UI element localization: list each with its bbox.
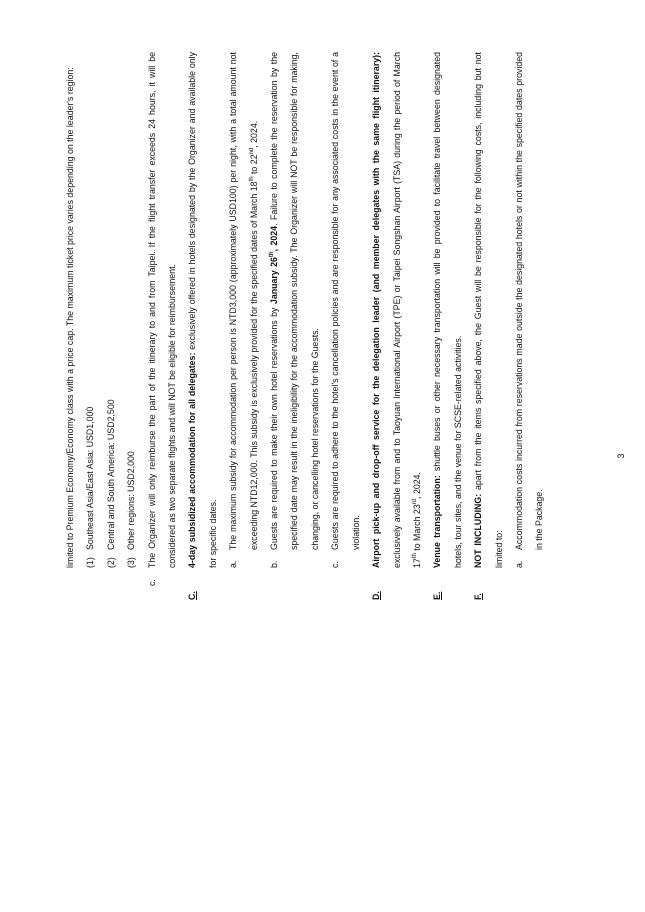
section-text-end: , 2024. [411,472,422,499]
deadline-year: , 2024 [269,225,280,252]
list-marker: (2) [105,557,116,568]
list-text-end: , 2024. [248,120,259,148]
superscript: rd [411,498,418,505]
section-title: 4-day subsidized accommodation for all delegates: [187,352,198,568]
list-text: Accommodation costs incurred from reservations made outside the designated hotels or not within the specified dates provided in the Package. [513,52,545,550]
list-item [325,52,366,568]
superscript: th [269,251,276,258]
list-item [509,52,550,568]
list-item [101,52,121,568]
list-marker: a. [228,560,239,568]
item-c-reimbursement [142,52,183,586]
list-marker: c. [146,579,157,586]
list-text: The maximum subsidy for accommodation per person is NTD3,000 (approximately USD100) per night, with a total amount not exceeding NTD12,000. This subsidy is exclusively provided for the specified dates of March 18 [228,52,259,550]
list-marker: (3) [126,557,137,568]
section-text: shuttle buses or other necessary transportation will be provided to facilitate travel between designated hotels, tour sites, and the venue for SCSE-related activities. [432,52,463,568]
list-item [264,52,325,568]
section-text-mid: to March 23 [411,504,422,554]
intro-paragraph: limited to Premium Economy/Economy class with a price cap. The maximum ticket price varies depending on the leader's region: [65,67,75,568]
list-item [121,52,141,568]
section-marker: C. [187,591,198,600]
section-c [182,52,223,600]
section-e [427,52,468,600]
section-title: Venue transportation: [432,475,443,568]
list-text: Other regions: USD2,000 [126,451,137,550]
list-text: Southeast Asia/East Asia: USD1,000 [85,406,96,550]
section-marker: F. [473,593,484,600]
list-item [80,52,100,568]
section-text: exclusively offered in hotels designated by the Organizer and available only for specific dates. [187,52,218,568]
document-body [60,52,550,600]
list-marker: (1) [85,557,96,568]
list-text-mid: to 22 [248,154,259,177]
list-text-end: . Failure to complete the reservation by the specified date may result in the ineligibility for the accommodation subsidy. The Organizer will NOT be responsible for making, changing, or cancelling hotel reservations for the Guests. [269,52,320,550]
list-text: Central and South America: USD2,500 [105,399,116,550]
section-title: Airport pick-up and drop-off service for the delegation leader (and member delegates with the same flight itinerary): [371,52,382,568]
section-d [366,52,427,600]
section-text: exclusively available from and to Taoyuan International Airport (TPE) or Taipei Songshan Airport (TSA) during the period of March 17 [391,52,422,568]
region-list [80,52,141,568]
section-f [468,52,509,600]
superscript: th [248,176,255,182]
list-text: Guests are required to make their own hotel reservations by [269,304,280,550]
list-marker: b. [269,560,280,568]
list-marker: a. [513,560,524,568]
list-item [223,52,264,568]
list-text: The Organizer will only reimburse the part of the itinerary to and from Taipei. If the flight transfer exceeds 24 hours, it will be considered as two separate flights and will NOT be eligible for reimbursement. [146,52,178,568]
page-number: 3 [616,453,626,459]
superscript: th [411,553,418,559]
section-title: NOT INCLUDING: [473,493,484,568]
section-marker: D. [371,591,382,600]
list-marker: c. [330,561,341,568]
superscript: nd [248,147,255,155]
section-marker: E. [432,591,443,600]
list-text: Guests are required to adhere to the hotel's cancellation policies and are responsible for any associated costs in the event of a violation. [330,52,361,550]
deadline-date: January 26 [269,257,280,305]
section-text: apart from the items specified above, the Guest will be responsible for the following costs, including but not limited to: [473,51,504,568]
